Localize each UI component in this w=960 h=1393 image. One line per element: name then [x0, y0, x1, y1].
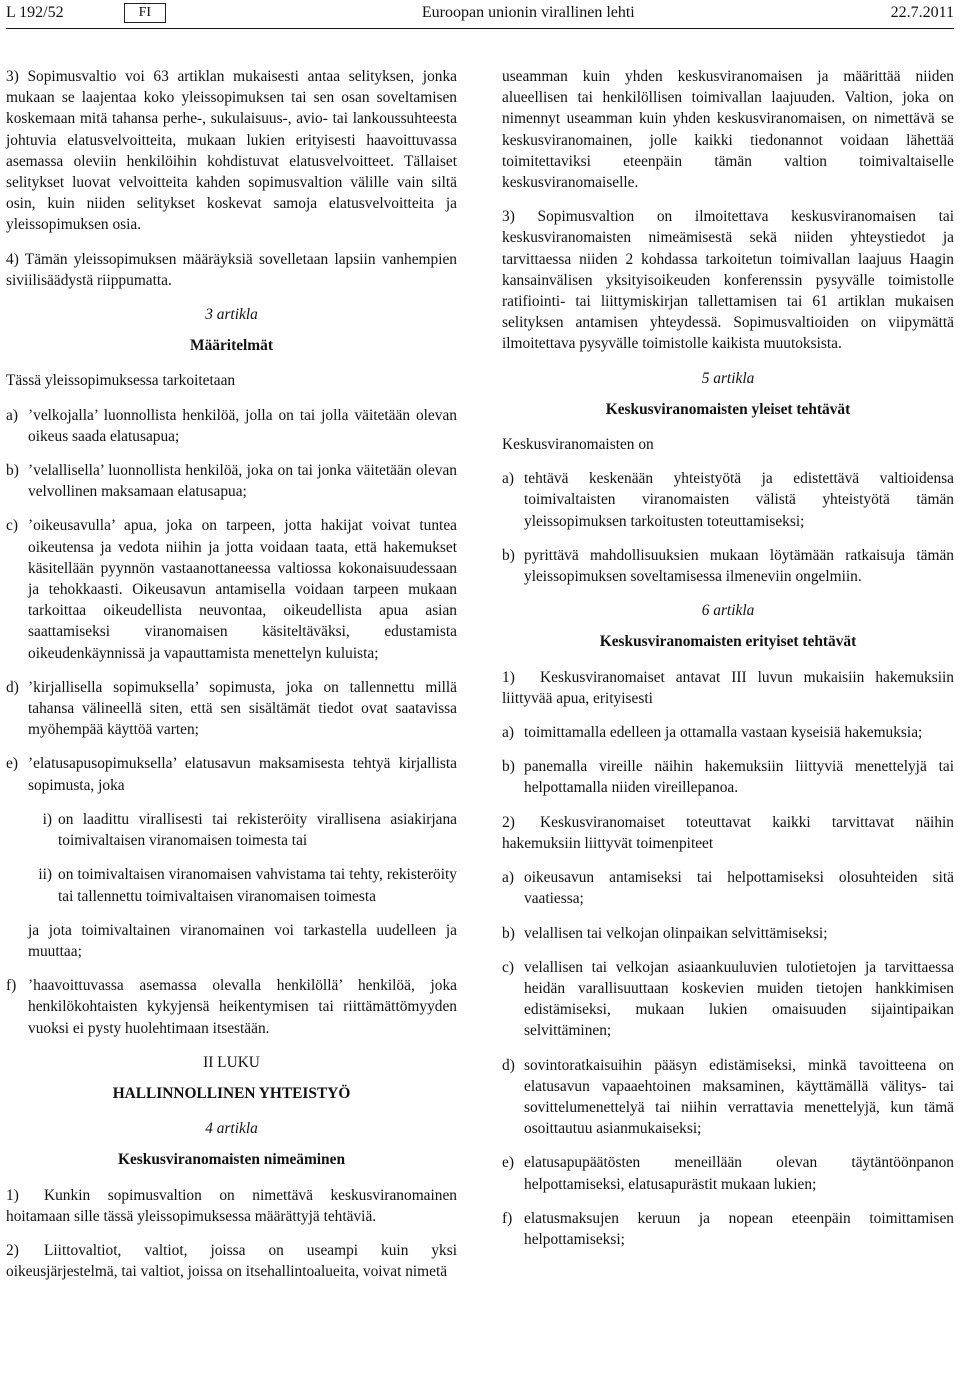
article-4-paragraph-3: 3) Sopimusvaltion on ilmoitettava keskusviranomaisen tai keskusviranomaisten nimeämisestä sekä niiden yhteystiedot ja tarvittaessa niiden 2 kohdassa tarkoitetun toimivallan laajuus Haagin kansainvälisen yksityisoikeuden konferenssin pysyvälle toimistolle ratifiointi- tai liittymiskirjan tallettamisen tai 61 artiklan mukaisen selityksen antamisen yhteydessä. Sopimusvaltioiden on viipymättä ilmoitettava pysyvälle toimistolle kaikista muutoksista. [502, 208, 954, 353]
page-reference: L 192/52 [6, 4, 64, 22]
definition-e: e) ’elatusapusopimuksella’ elatusavun maksamisesta tehtyä kirjallista sopimusta, joka [6, 753, 457, 795]
paragraph-4: 4) Tämän yleissopimuksen määräyksiä sovelletaan lapsiin vanhempien siviilisäädystä riippumatta. [6, 250, 457, 289]
article-5-item-b-text: pyrittävä mahdollisuuksien mukaan löytämään ratkaisuja tämän yleissopimuksen soveltamisessa ilmeneviin ongelmiin. [524, 546, 954, 586]
article-6-2-item-e-text: elatusapupäätösten meneillään olevan täytäntöönpanon helpottamiseksi, elatusapurästit mukaan lukien; [524, 1154, 954, 1193]
article-5-item-a: a) tehtävä keskenään yhteistyötä ja edistettävä valtioidensa toimivaltaisten viranomaisten välistä yhteistyötä tämän yleissopimuksen tarkoitusten toteuttamiseksi; [502, 468, 954, 532]
article-4-number: 4 artikla [205, 1120, 258, 1138]
article-6-paragraph-2: 2) Keskusviranomaiset toteuttavat kaikki tarvittavat näihin hakemuksiin liittyvät toimenpiteet [502, 813, 954, 852]
article-6-2-item-a-text: oikeusavun antamiseksi tai helpottamiseksi olosuhteiden sitä vaatiessa; [524, 869, 954, 908]
article-6-2-item-f-text: elatusmaksujen keruun ja nopean eteenpäin toimittamisen helpottamiseksi; [524, 1209, 954, 1248]
article-5-item-b: b) pyrittävä mahdollisuuksien mukaan löytämään ratkaisuja tämän yleissopimuksen soveltamisessa ilmeneviin ongelmiin. [502, 545, 954, 587]
article-6-1-item-a: a) toimittamalla edelleen ja ottamalla vastaan kyseisiä hakemuksia; [502, 722, 954, 743]
article-4-continuation: useamman kuin yhden keskusviranomaisen ja määrittää niiden alueellisen tai henkilöllisen toimivallan laajuuden. Valtion, joka on nimennyt useamman kuin yhden keskusviranomaisen, on nimettävä se keskusviranomainen, jolle kaikki tiedonannot voidaan lähettää toimitettaviksi eteenpäin tämän valtion toimivaltaiselle keskusviranomaiselle. [502, 68, 954, 192]
definition-c: c) ’oikeusavulla’ apua, joka on tarpeen, jotta hakijat voivat tuntea oikeutensa ja vedota niihin ja jotta voidaan taata, että hakemukset käsitellään pyynnön vastaanottaneessa valtiossa kokonaisuudessaan ja tehokkaasti. Oikeusavun antamisella voidaan tarpeen mukaan tarkoittaa oikeudellista neuvontaa, oikeudellista apua asian saattamiseksi viranomaisen käsiteltäväksi, edustamista oikeudenkäynnissä ja vapauttamista menettelyn kuluista; [6, 515, 457, 663]
language-code-box: FI [124, 3, 166, 23]
definition-f-text: ’haavoittuvassa asemassa olevalla henkilöllä’ henkilöä, joka henkilökohtaisten kykyjensä heikentymisen tai riittämättömyyden vuoksi ei pysty huolehtimaan itsestään. [28, 977, 457, 1037]
definition-e-tail: ja jota toimivaltainen viranomainen voi tarkastella uudelleen ja muuttaa; [28, 921, 457, 960]
article-5-number: 5 artikla [701, 369, 755, 387]
right-column [502, 66, 954, 1263]
article-6-2-item-c: c) velallisen tai velkojan asiaankuuluvien tulotietojen ja tarvittaessa heidän varallisuuttaan koskevien muiden tietojen hankkimisen edistämiseksi, mukaan lukien omaisuuden sijaintipaikan selvittäminen; [502, 957, 954, 1042]
article-6-number: 6 artikla [701, 602, 755, 620]
left-column [6, 66, 457, 1295]
article-6-paragraph-2-text: Keskusviranomaiset toteuttavat kaikki tarvittavat näihin hakemuksiin liittyvät toimenpiteet [502, 813, 954, 852]
definition-b: b) ’velallisella’ luonnollista henkilöä, joka on tai jonka väitetään olevan velvollinen maksamaan elatusapua; [6, 460, 457, 502]
article-6-title: Keskusviranomaisten erityiset tehtävät [599, 633, 857, 651]
journal-title: Euroopan unionin virallinen lehti [421, 4, 635, 22]
article-6-2-item-c-text: velallisen tai velkojan asiaankuuluvien tulotietojen ja tarvittaessa heidän varallisuuttaan koskevien muiden tietojen hankkimisen edistämiseksi, mukaan lukien omaisuuden sijaintipaikan selvittäminen; [524, 958, 954, 1040]
article-6-2-item-b-text: velallisen tai velkojan olinpaikan selvittämiseksi; [524, 924, 828, 942]
definition-e-ii-text: on toimivaltaisen viranomaisen vahvistama tai tehty, rekisteröity tai tallennettu toimivaltaisen viranomaisen toimesta [58, 866, 457, 905]
article-5-item-a-text: tehtävä keskenään yhteistyötä ja edistettävä valtioidensa toimivaltaisten viranomaisten välistä yhteistyötä tämän yleissopimuksen tarkoitusten toteuttamiseksi; [524, 470, 954, 530]
article-6-paragraph-1-text: Keskusviranomaiset antavat III luvun mukaisiin hakemuksiin liittyvää apua, erityisesti [502, 668, 954, 707]
article-6-1-item-b: b) panemalla vireille näihin hakemuksiin liittyviä menettelyjä tai helpottamalla niiden vireillepanoa. [502, 756, 954, 798]
article-3-number: 3 artikla [205, 306, 258, 324]
header-rule [6, 28, 954, 29]
definition-d-text: ’kirjallisella sopimuksella’ sopimusta, joka on tallennettu millä tahansa välineellä siten, että sen sisältämät tiedot ovat saatavissa myöhempää käyttöä varten; [28, 678, 457, 739]
chapter-title: HALLINNOLLINEN YHTEISTYÖ [112, 1084, 351, 1102]
definition-e-i: i) on laadittu virallisesti tai rekisteröity virallisena asiakirjana toimivaltaisen viranomaisen toimesta tai [24, 809, 457, 851]
definition-e-i-text: on laadittu virallisesti tai rekisteröity virallisena asiakirjana toimivaltaisen viranomaisen toimesta tai [58, 810, 457, 850]
article-3-intro: Tässä yleissopimuksessa tarkoitetaan [6, 372, 236, 390]
paragraph-3: 3) Sopimusvaltio voi 63 artiklan mukaisesti antaa selityksen, jonka mukaan se laajentaa koko yleissopimuksen tai sen osan soveltamisen koskemaan mitä tahansa perhe-, sukulaisuus-, avio- tai lankoussuhteesta johtuvia elatusvelvoitteita, mukaan lukien erityisesti haavoittuvassa asemassa oleviin henkilöihin kohdistuvat elatusvelvoitteet. Tällaiset selitykset luovat velvoitteita kahden sopimusvaltion välille vain siltä osin, kuin niiden selitykset koskevat samoja elatusvelvoitteita ja yleissopimuksen osia. [6, 68, 457, 234]
article-6-2-item-e: e) elatusapupäätösten meneillään olevan täytäntöönpanon helpottamiseksi, elatusapurästit mukaan lukien; [502, 1152, 954, 1194]
article-6-2-item-d-text: sovintoratkaisuihin pääsyn edistämiseksi, minkä tavoitteena on elatusavun vapaaehtoinen maksaminen, käyttämällä välitys- tai sovittelumenettelyä tai niihin verrattavia menettelyjä, kun tämä osoittautuu asianmukaiseksi; [524, 1056, 954, 1138]
article-5-intro: Keskusviranomaisten on [502, 436, 654, 454]
article-6-paragraph-1: 1) Keskusviranomaiset antavat III luvun mukaisiin hakemuksiin liittyvää apua, erityisesti [502, 668, 954, 707]
definition-a: a) ’velkojalla’ luonnollista henkilöä, jolla on tai jolla väitetään olevan oikeus saada elatusapua; [6, 405, 457, 447]
article-4-paragraph-2-text: Liittovaltiot, valtiot, joissa on useampi kuin yksi oikeusjärjestelmä, tai valtiot, joissa on itsehallintoalueita, voivat nimetä [6, 1241, 457, 1281]
article-6-1-item-a-text: toimittamalla edelleen ja ottamalla vastaan kyseisiä hakemuksia; [524, 724, 923, 742]
article-5-title: Keskusviranomaisten yleiset tehtävät [605, 400, 851, 418]
page-header [6, 0, 954, 26]
definition-e-ii: ii) on toimivaltaisen viranomaisen vahvistama tai tehty, rekisteröity tai tallennettu toimivaltaisen viranomaisen toimesta [24, 864, 457, 906]
definition-b-text: ’velallisella’ luonnollista henkilöä, joka on tai jonka väitetään olevan velvollinen maksamaan elatusapua; [28, 462, 457, 501]
article-4-title: Keskusviranomaisten nimeäminen [117, 1151, 346, 1169]
chapter-number: II LUKU [203, 1053, 260, 1071]
article-6-1-item-b-text: panemalla vireille näihin hakemuksiin liittyviä menettelyjä tai helpottamalla niiden vireillepanoa. [524, 758, 954, 797]
article-3-title: Määritelmät [190, 337, 273, 355]
article-4-paragraph-1-text: Kunkin sopimusvaltion on nimettävä keskusviranomainen hoitamaan sille tässä yleissopimuksessa määrättyjä tehtäviä. [6, 1186, 457, 1225]
definition-d: d) ’kirjallisella sopimuksella’ sopimusta, joka on tallennettu millä tahansa välineellä siten, että sen sisältämät tiedot ovat saatavissa myöhempää käyttöä varten; [6, 677, 457, 741]
article-6-2-item-d: d) sovintoratkaisuihin pääsyn edistämiseksi, minkä tavoitteena on elatusavun vapaaehtoinen maksaminen, käyttämällä välitys- tai sovittelumenettelyä tai niihin verrattavia menettelyjä, kun tämä osoittautuu asianmukaiseksi; [502, 1055, 954, 1140]
definition-c-text: ’oikeusavulla’ apua, joka on tarpeen, jotta hakijat voivat tuntea oikeutensa ja vedota niihin ja jotta voidaan taata, että hakemukset käsitellään pyynnön vastaanottaneessa valtiossa kokonaisuudessaan ja tehokkaasti. Oikeusavun antamisella voidaan tarpeen mukaan tarkoittaa oikeudellista neuvontaa, oikeudellista apua asian saattamiseksi viranomaisen käsiteltäväksi, edustamista oikeudenkäynnissä ja vapauttamista menettelyn kuluista; [28, 517, 457, 662]
definition-f: f) ’haavoittuvassa asemassa olevalla henkilöllä’ henkilöä, joka henkilökohtaisten kykyjensä heikentymisen tai riittämättömyyden vuoksi ei pysty huolehtimaan itsestään. [6, 975, 457, 1039]
publication-date: 22.7.2011 [890, 4, 954, 22]
article-6-2-item-f: f) elatusmaksujen keruun ja nopean eteenpäin toimittamisen helpottamiseksi; [502, 1208, 954, 1250]
definition-e-text: ’elatusapusopimuksella’ elatusavun maksamisesta tehtyä kirjallista sopimusta, joka [28, 755, 457, 794]
article-4-paragraph-2: 2) Liittovaltiot, valtiot, joissa on useampi kuin yksi oikeusjärjestelmä, tai valtiot, joissa on itsehallintoalueita, voivat nimetä [6, 1241, 457, 1281]
article-6-2-item-b: b) velallisen tai velkojan olinpaikan selvittämiseksi; [502, 923, 954, 944]
article-4-paragraph-1: 1) Kunkin sopimusvaltion on nimettävä keskusviranomainen hoitamaan sille tässä yleissopimuksessa määrättyjä tehtäviä. [6, 1186, 457, 1225]
article-6-2-item-a: a) oikeusavun antamiseksi tai helpottamiseksi olosuhteiden sitä vaatiessa; [502, 867, 954, 909]
definition-a-text: ’velkojalla’ luonnollista henkilöä, jolla on tai jolla väitetään olevan oikeus saada elatusapua; [28, 406, 457, 445]
